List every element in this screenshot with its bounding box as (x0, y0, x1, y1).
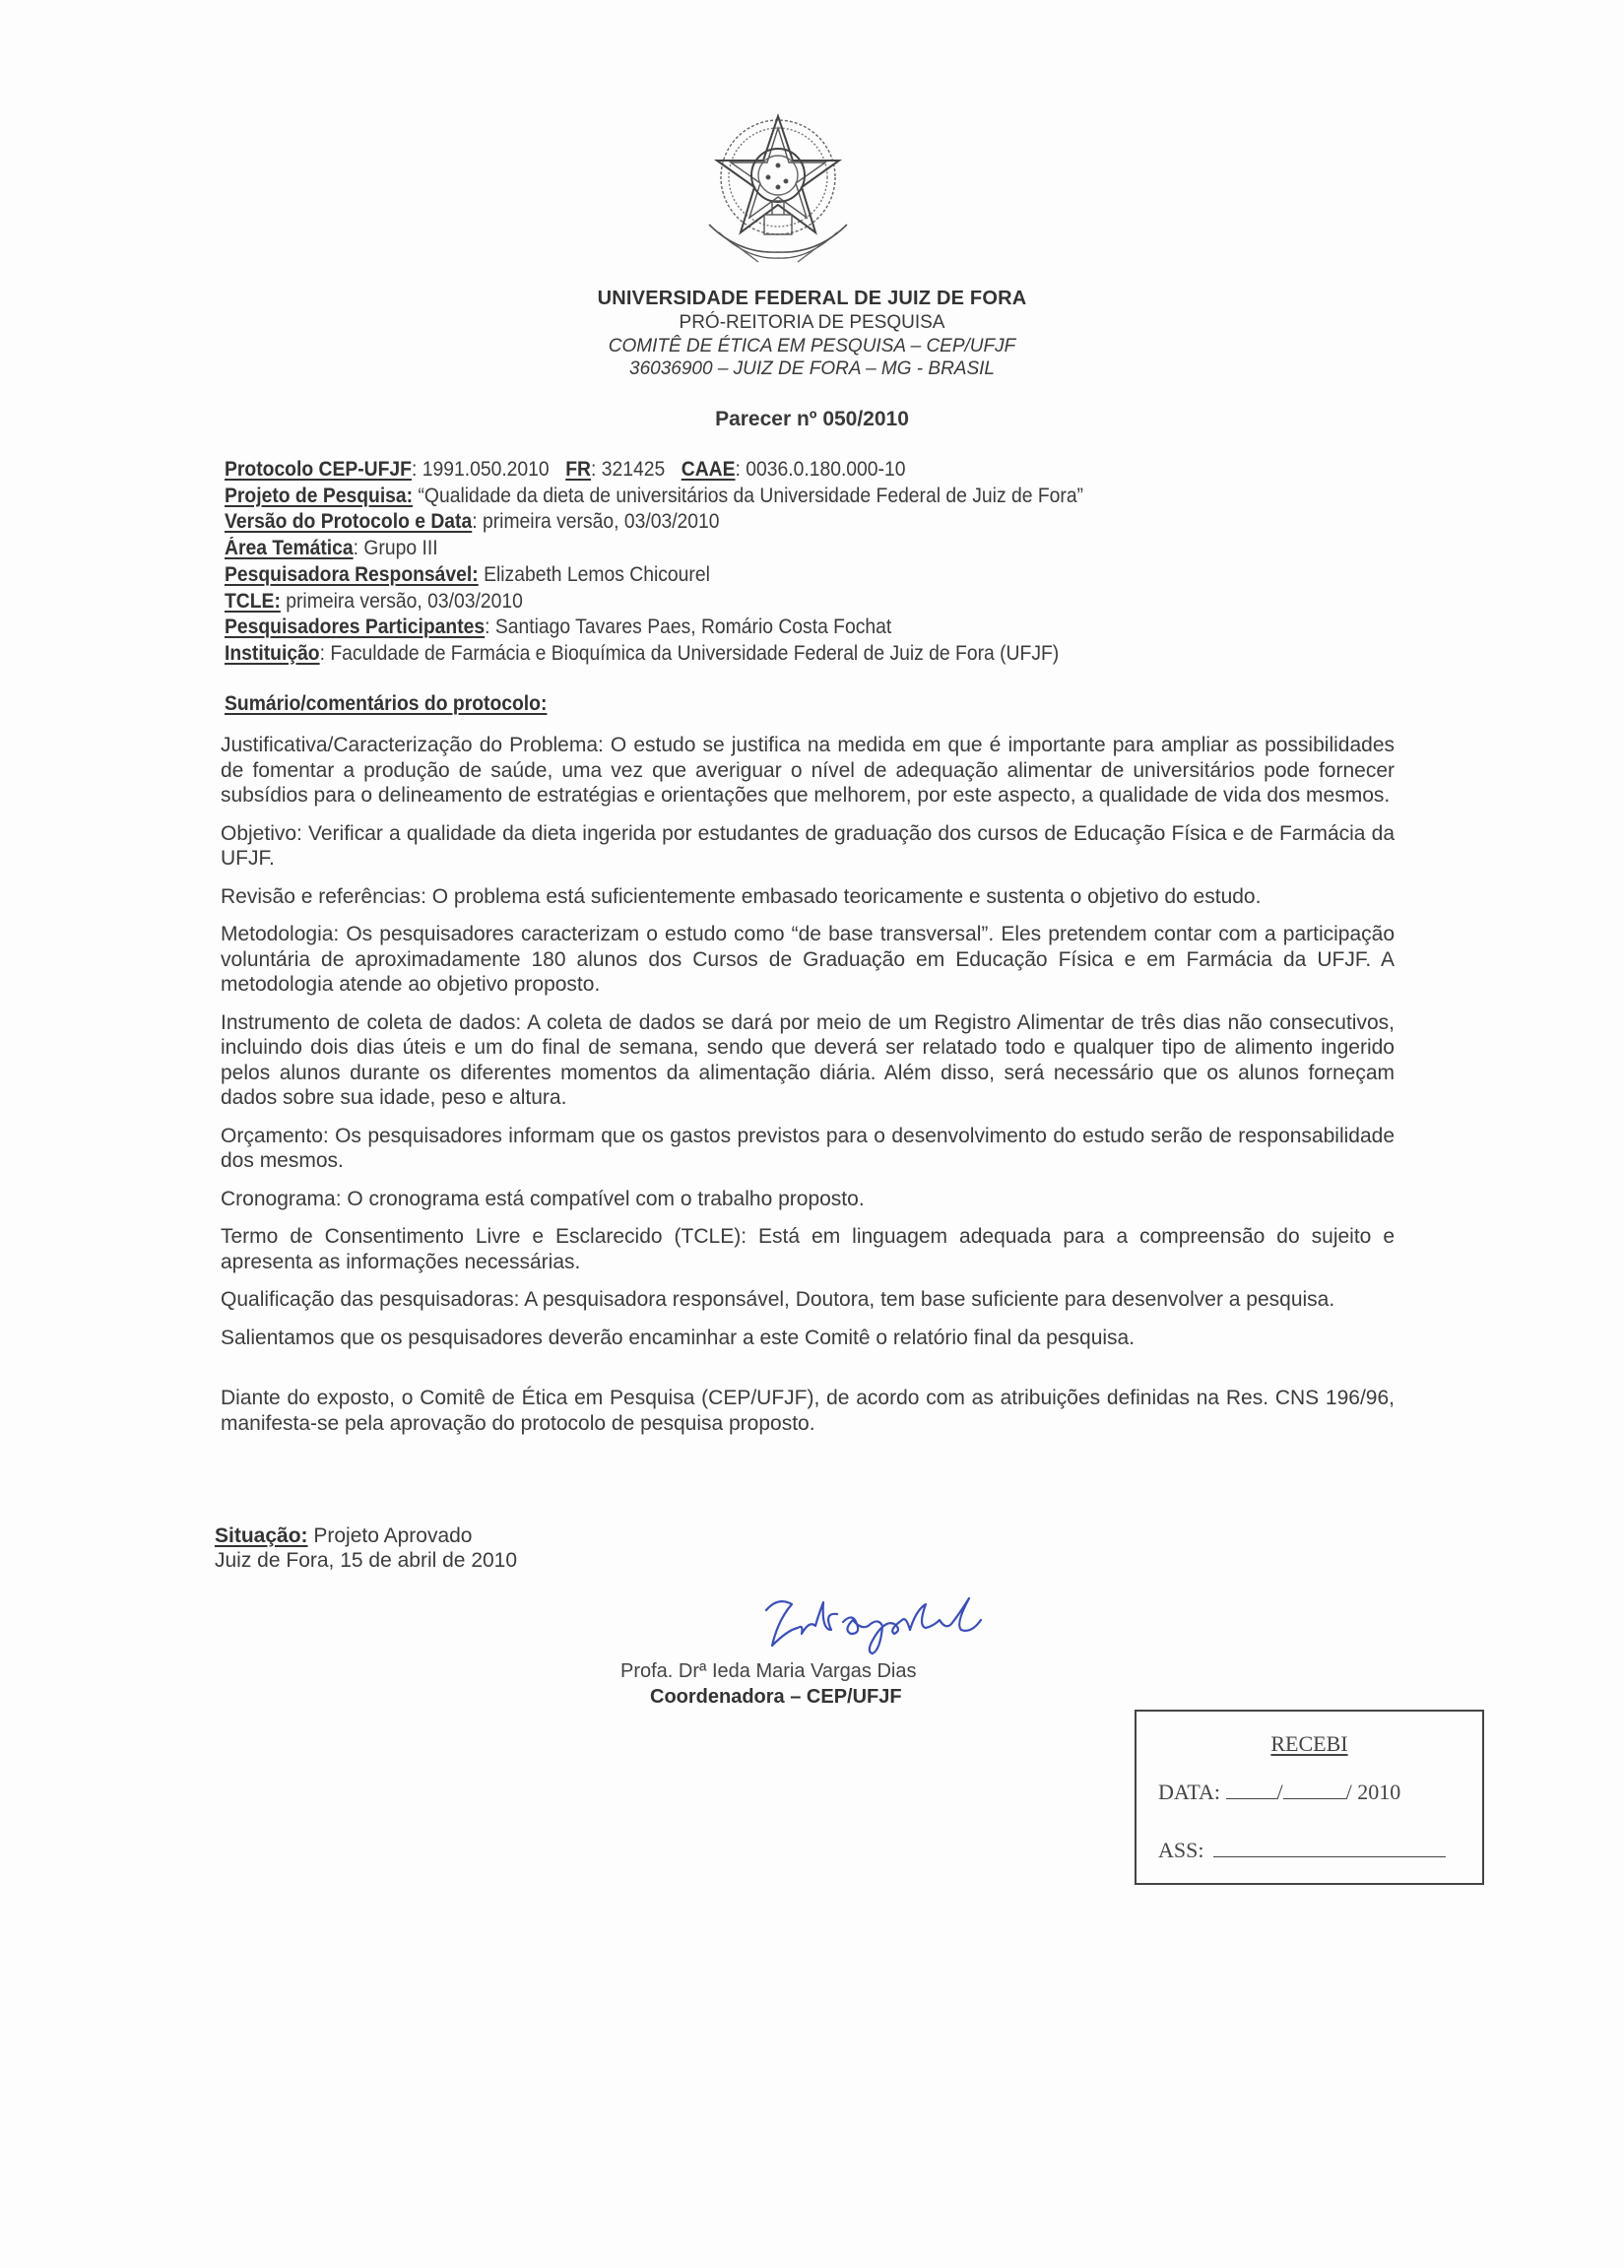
institution-value: Faculdade de Farmácia e Bioquímica da Universidade Federal de Juiz de Fora (UFJF) (330, 641, 1060, 665)
responsible-label: Pesquisadora Responsável: (225, 562, 479, 586)
project-label: Projeto de Pesquisa: (225, 484, 414, 507)
committee-name: COMITÊ DE ÉTICA EM PESQUISA – CEP/UFJF (608, 336, 1016, 356)
paragraph-consent: Termo de Consentimento Livre e Esclarecido (TCLE): Está em linguagem adequada para a compreensão do sujeito e apresenta as informações necessárias. (221, 1225, 1395, 1273)
signatory-name: Profa. Drª Ieda Maria Vargas Dias (620, 1660, 917, 1682)
university-name: UNIVERSIDADE FEDERAL DE JUIZ DE FORA (597, 288, 1027, 309)
institution-label: Instituição (225, 641, 320, 665)
status-label: Situação: (215, 1524, 308, 1547)
protocol-label: Protocolo CEP-UFJF (225, 458, 412, 481)
status-row (215, 1523, 517, 1548)
receipt-date-separator: / (1276, 1780, 1283, 1804)
receipt-title: RECEBI (1270, 1731, 1348, 1756)
paragraph-final-report: Salientamos que os pesquisadores deverão encaminhar a este Comitê o relatório final da pesquisa. (221, 1326, 1136, 1349)
receipt-signature-row (1158, 1838, 1446, 1863)
address: 36036900 – JUIZ DE FORA – MG - BRASIL (629, 358, 995, 379)
receipt-day-blank[interactable] (1226, 1781, 1277, 1799)
receipt-month-blank[interactable] (1283, 1781, 1346, 1799)
version-value: primeira versão, 03/03/2010 (482, 510, 720, 534)
area-row: Área Temática: Grupo III (225, 537, 438, 560)
caae-label: CAAE (681, 458, 736, 481)
paragraph-methodology: Metodologia: Os pesquisadores caracterizam o estudo como “de base transversal”. Eles pretendem contar com a participação voluntária de aproximadamente 180 alunos dos Cursos de Graduação em Educação Física e em Farmácia da UFJF. A metodologia atende ao objetivo proposto. (221, 923, 1395, 996)
responsible-value: Elizabeth Lemos Chicourel (484, 562, 710, 586)
participants-value: Santiago Tavares Paes, Romário Costa Fochat (494, 616, 892, 639)
paragraph-schedule: Cronograma: O cronograma está compatível com o trabalho proposto. (221, 1187, 865, 1210)
protocol-row: Protocolo CEP-UFJF: 1991.050.2010 FR: 321425 CAAE: 0036.0.180.000-10 (225, 458, 906, 481)
paragraph-data-collection: Instrumento de coleta de dados: A coleta de dados se dará por meio de um Registro Alimentar de três dias não consecutivos, incluindo dois dias úteis e um do final de semana, sendo que deverá ser relatado todo e qualquer tipo de alimento ingerido pelos alunos durante os diferentes momentos da alimentação diária. Além disso, será necessário que os alunos forneçam dados sobre sua idade, peso e altura. (221, 1010, 1395, 1109)
caae-value: 0036.0.180.000-10 (746, 458, 906, 481)
status-value: Projeto Aprovado (313, 1524, 473, 1547)
place-date: Juiz de Fora, 15 de abril de 2010 (215, 1549, 518, 1572)
project-value: “Qualidade da dieta de universitários da Universidade Federal de Juiz de Fora” (418, 484, 1084, 507)
paragraph-review: Revisão e referências: O problema está suficientemente embasado teoricamente e sustenta o objetivo do estudo. (221, 884, 1262, 908)
tcle-label: TCLE: (225, 589, 281, 613)
participants-row: Pesquisadores Participantes: Santiago Tavares Paes, Romário Costa Fochat (225, 616, 892, 639)
participants-label: Pesquisadores Participantes (225, 616, 486, 639)
paragraph-justification: Justificativa/Caracterização do Problema: O estudo se justifica na medida em que é importante para ampliar as possibilidades de fomentar a produção de saúde, uma vez que averiguar o nível de adequação alimentar de universitários pode fornecer subsídios para o delineamento de estratégias e orientações que melhorem, por este aspecto, a qualidade de vida dos mesmos. (221, 734, 1395, 807)
summary-title: Sumário/comentários do protocolo: (225, 692, 548, 715)
receipt-date-row (1158, 1780, 1400, 1805)
version-row: Versão do Protocolo e Data: primeira versão, 03/03/2010 (225, 510, 720, 534)
paragraph-budget: Orçamento: Os pesquisadores informam que os gastos previstos para o desenvolvimento do estudo serão de responsabilidade dos mesmos. (221, 1124, 1395, 1172)
version-label: Versão do Protocolo e Data (225, 510, 473, 534)
fr-value: 321425 (601, 458, 666, 481)
receipt-signature-blank[interactable] (1213, 1839, 1446, 1857)
receipt-date-year: / 2010 (1345, 1780, 1401, 1804)
tcle-value: primeira versão, 03/03/2010 (286, 589, 523, 613)
dean-office: PRÓ-REITORIA DE PESQUISA (679, 312, 945, 333)
area-label: Área Temática (225, 537, 354, 560)
tcle-row (225, 589, 1312, 616)
protocol-value: 1991.050.2010 (422, 458, 550, 481)
paragraph-objective: Objetivo: Verificar a qualidade da dieta ingerida por estudantes de graduação dos cursos de Educação Física e de Farmácia da UFJF. (221, 821, 1395, 870)
institution-row: Instituição: Faculdade de Farmácia e Bioquímica da Universidade Federal de Juiz de Fora (UFJF) (225, 641, 1060, 665)
opinion-title: Parecer nº 050/2010 (715, 408, 909, 430)
protocol-metadata (225, 457, 1406, 668)
receipt-signature-label: ASS: (1158, 1838, 1204, 1862)
area-value: Grupo III (363, 537, 438, 560)
summary-body (221, 733, 1395, 1449)
paragraph-conclusion: Diante do exposto, o Comitê de Ética em Pesquisa (CEP/UFJF), de acordo com as atribuições definidas na Res. CNS 196/96, manifesta-se pela aprovação do protocolo de pesquisa proposto. (221, 1387, 1395, 1435)
project-row (225, 484, 1312, 510)
handwritten-signature-icon (758, 1590, 1014, 1669)
responsible-row (225, 562, 1312, 589)
paragraph-qualification: Qualificação das pesquisadoras: A pesquisadora responsável, Doutora, tem base suficiente para desenvolver a pesquisa. (221, 1288, 1335, 1311)
signatory-role: Coordenadora – CEP/UFJF (650, 1686, 902, 1708)
receipt-date-label: DATA: (1158, 1780, 1221, 1804)
status-block (215, 1523, 517, 1573)
receipt-stamp (1135, 1710, 1484, 1885)
brazil-coat-of-arms-icon (699, 106, 857, 276)
fr-label: FR (565, 458, 591, 481)
